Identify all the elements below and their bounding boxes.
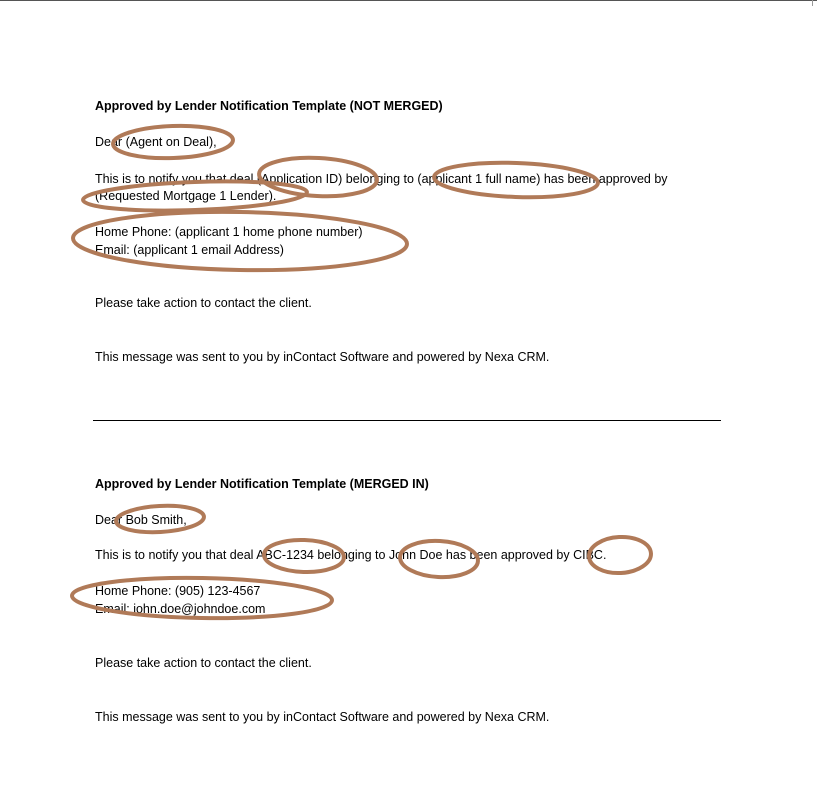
merged-action-text: Please take action to contact the client.: [95, 656, 312, 670]
merged-template-title: Approved by Lender Notification Template (MERGED IN): [95, 477, 429, 491]
unmerged-email: Email: (applicant 1 email Address): [95, 243, 284, 257]
page-corner-mark: [812, 0, 813, 6]
merged-email: Email: john.doe@johndoe.com: [95, 602, 266, 616]
section-divider: [93, 420, 721, 421]
merged-home-phone: Home Phone: (905) 123-4567: [95, 584, 261, 598]
unmerged-footer: This message was sent to you by inContact Software and powered by Nexa CRM.: [95, 350, 550, 364]
unmerged-body-line-1: This is to notify you that deal (Application ID) belonging to (applicant 1 full name) has been approved by: [95, 172, 668, 186]
unmerged-body-line-2: (Requested Mortgage 1 Lender).: [95, 189, 277, 203]
merged-footer: This message was sent to you by inContact Software and powered by Nexa CRM.: [95, 710, 550, 724]
unmerged-action-text: Please take action to contact the client.: [95, 296, 312, 310]
page-top-border: [0, 0, 817, 1]
unmerged-home-phone: Home Phone: (applicant 1 home phone number): [95, 225, 363, 239]
unmerged-greeting: Dear (Agent on Deal),: [95, 135, 217, 149]
merged-greeting: Dear Bob Smith,: [95, 513, 187, 527]
highlight-contact-info: [73, 209, 408, 273]
merged-body-line-1: This is to notify you that deal ABC-1234 belonging to John Doe has been approved by CIBC.: [95, 548, 607, 562]
unmerged-template-title: Approved by Lender Notification Template (NOT MERGED): [95, 99, 443, 113]
